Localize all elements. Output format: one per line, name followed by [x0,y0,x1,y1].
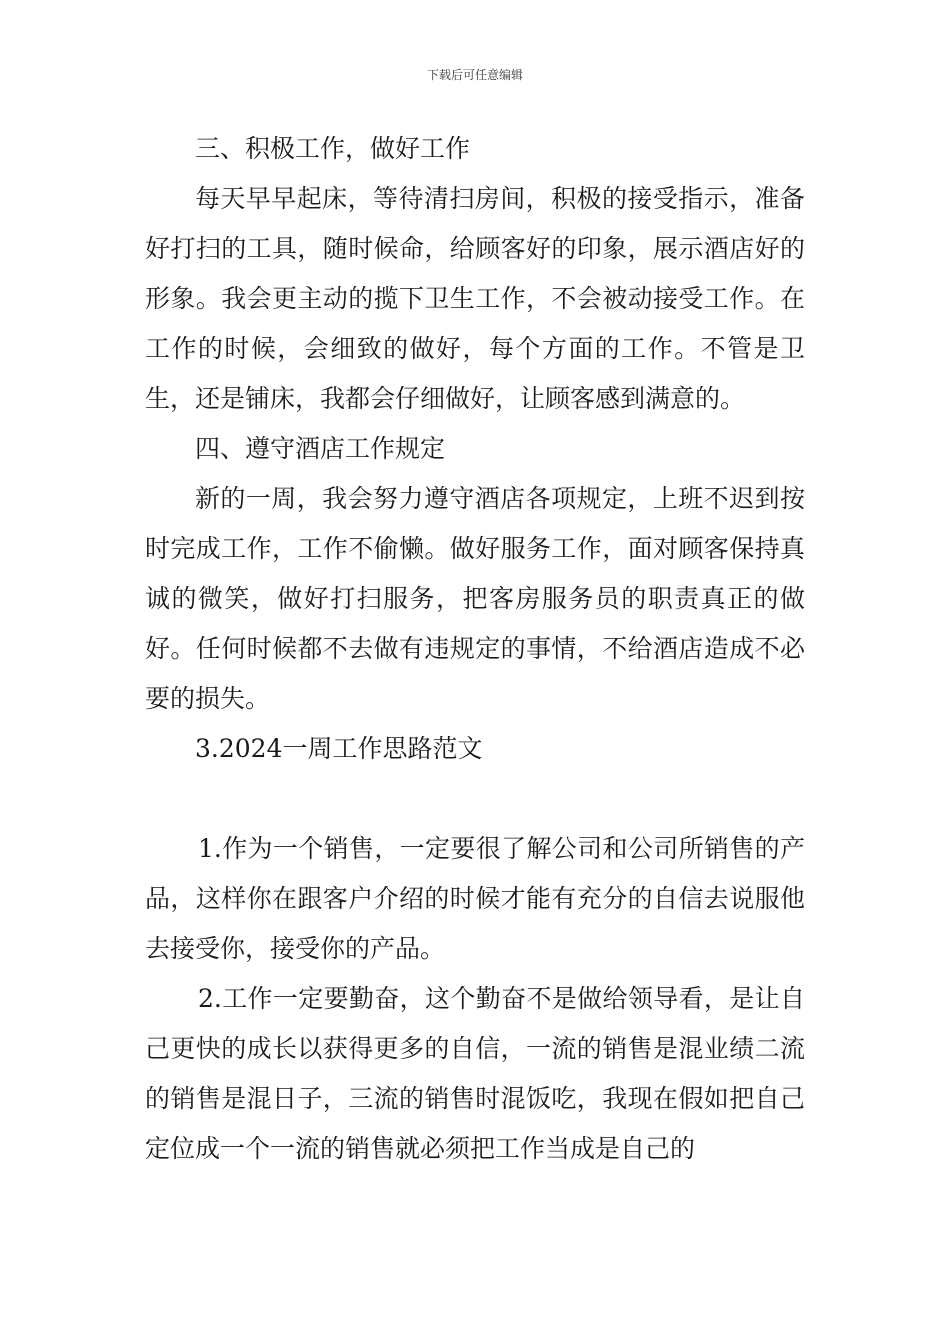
blank-line [145,774,805,824]
document-body [145,124,805,1174]
list-item-1: 1.作为一个销售，一定要很了解公司和公司所销售的产品，这样你在跟客户介绍的时候才能有充分的自信去说服他去接受你，接受你的产品。 [145,834,805,963]
page-header-note: 下载后可任意编辑 [426,68,523,82]
section-title: 3.2024一周工作思路范文 [195,734,483,763]
paragraph-work-actively: 每天早早起床，等待清扫房间，积极的接受指示，准备好打扫的工具，随时候命，给顾客好的印象，展示酒店好的形象。我会更主动的揽下卫生工作，不会被动接受工作。在工作的时候，会细致的做好，每个方面的工作。不管是卫生，还是铺床，我都会仔细做好，让顾客感到满意的。 [145,184,805,413]
paragraph-follow-rules: 新的一周，我会努力遵守酒店各项规定，上班不迟到按时完成工作，工作不偷懒。做好服务工作，面对顾客保持真诚的微笑，做好打扫服务，把客房服务员的职责真正的做好。任何时候都不去做有违规定的事情，不给酒店造成不必要的损失。 [145,484,805,713]
section-heading-4: 四、遵守酒店工作规定 [195,434,446,463]
list-item-2: 2.工作一定要勤奋，这个勤奋不是做给领导看，是让自己更快的成长以获得更多的自信，一流的销售是混业绩二流的销售是混日子，三流的销售时混饭吃，我现在假如把自己定位成一个一流的销售就必须把工作当成是自己的 [145,984,805,1163]
section-heading-3: 三、积极工作，做好工作 [195,134,471,163]
